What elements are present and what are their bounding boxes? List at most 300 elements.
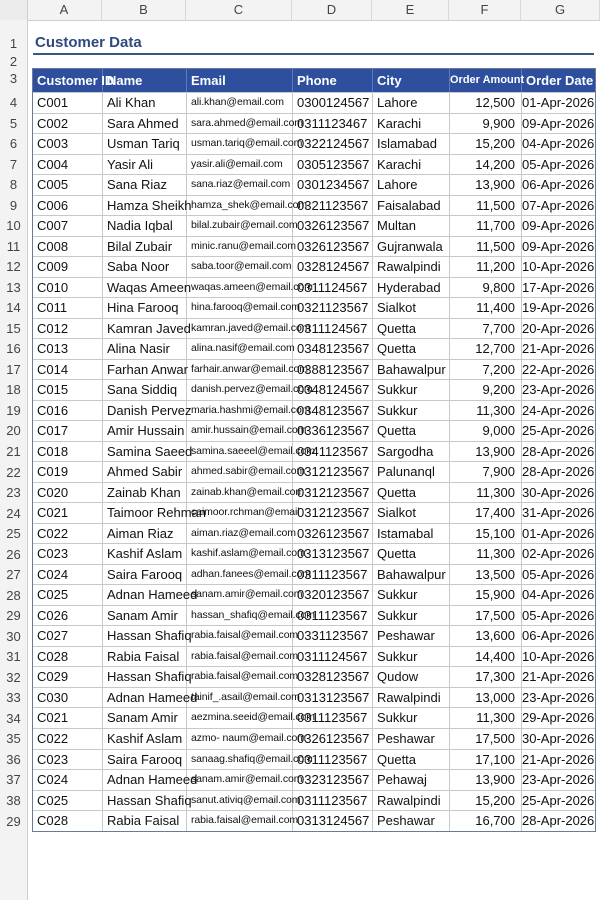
cell-id[interactable]: C009 bbox=[33, 257, 103, 277]
row-number[interactable]: 13 bbox=[6, 279, 21, 295]
cell-email[interactable]: ahmed.sabir@email.com bbox=[187, 462, 293, 482]
cell-phone[interactable]: 0301234567 bbox=[293, 175, 373, 195]
cell-phone[interactable]: 0331123567 bbox=[293, 626, 373, 646]
cell-id[interactable]: C003 bbox=[33, 134, 103, 154]
cell-amount[interactable]: 11,500 bbox=[450, 196, 522, 216]
cell-id[interactable]: C002 bbox=[33, 114, 103, 134]
cell-id[interactable]: C015 bbox=[33, 380, 103, 400]
row-number[interactable]: 4 bbox=[9, 95, 18, 110]
header-order-amount[interactable]: Order Amount bbox=[450, 69, 522, 92]
cell-email[interactable]: farhair.anwar@email.com bbox=[187, 360, 293, 380]
cell-city[interactable]: Karachi bbox=[373, 155, 450, 175]
cell-email[interactable]: danish.pervez@email.com bbox=[187, 380, 293, 400]
cell-amount[interactable]: 13,900 bbox=[450, 175, 522, 195]
cell-city[interactable]: Sukkur bbox=[373, 401, 450, 421]
cell-email[interactable]: maria.hashmi@email.com bbox=[187, 401, 293, 421]
cell-id[interactable]: C019 bbox=[33, 462, 103, 482]
header-order-date[interactable]: Order Date bbox=[526, 73, 594, 88]
cell-email[interactable]: azmo- naum@email.com bbox=[187, 729, 293, 749]
cell-city[interactable]: Rawalpindi bbox=[373, 791, 450, 811]
cell-phone[interactable]: 0323123567 bbox=[293, 770, 373, 790]
cell-email[interactable]: sanam.amir@email.com bbox=[187, 585, 293, 605]
cell-phone[interactable]: 0311123567 bbox=[293, 606, 373, 626]
cell-id[interactable]: C001 bbox=[33, 93, 103, 113]
cell-id[interactable]: C006 bbox=[33, 196, 103, 216]
cell-phone[interactable]: 0321123567 bbox=[293, 196, 373, 216]
cell-phone[interactable]: 0326123567 bbox=[293, 729, 373, 749]
cell-city[interactable]: Peshawar bbox=[373, 729, 450, 749]
row-number[interactable]: 1 bbox=[9, 36, 18, 51]
cell-id[interactable]: C008 bbox=[33, 237, 103, 257]
cell-name[interactable]: Sana Riaz bbox=[103, 175, 187, 195]
column-header-c[interactable]: C bbox=[186, 0, 292, 20]
row-number[interactable]: 36 bbox=[6, 751, 21, 767]
header-name[interactable]: Name bbox=[103, 69, 187, 92]
cell-name[interactable]: Saba Noor bbox=[103, 257, 187, 277]
cell-name[interactable]: Adnan Hameed bbox=[103, 585, 187, 605]
cell-email[interactable]: bilal.zubair@email.com bbox=[187, 216, 293, 236]
cell-amount[interactable]: 16,700 bbox=[450, 811, 522, 831]
cell-email[interactable]: rabia.faisal@email.com bbox=[187, 647, 293, 667]
cell-name[interactable]: Hassan Shafiq bbox=[103, 626, 187, 646]
cell-name[interactable]: Hassan Shafiq bbox=[103, 791, 187, 811]
cell-email[interactable]: adhan.fanees@email.com bbox=[187, 565, 293, 585]
cell-date[interactable]: 21-Apr-2026 bbox=[522, 751, 595, 767]
cell-id[interactable]: C023 bbox=[33, 544, 103, 564]
cell-amount[interactable]: 15,900 bbox=[450, 585, 522, 605]
cell-name[interactable]: Aiman Riaz bbox=[103, 524, 187, 544]
row-number[interactable]: 5 bbox=[9, 115, 18, 131]
cell-email[interactable]: kashif.aslam@email.com bbox=[187, 544, 293, 564]
cell-name[interactable]: Rabia Faisal bbox=[103, 811, 187, 831]
cell-city[interactable]: Sialkot bbox=[373, 503, 450, 523]
cell-amount[interactable]: 11,300 bbox=[450, 544, 522, 564]
cell-amount[interactable]: 11,300 bbox=[450, 401, 522, 421]
cell-date[interactable]: 05-Apr-2026 bbox=[522, 156, 595, 172]
cell-city[interactable]: Bahawalpur bbox=[373, 360, 450, 380]
cell-id[interactable]: C016 bbox=[33, 401, 103, 421]
cell-amount[interactable]: 15,200 bbox=[450, 134, 522, 154]
cell-city[interactable]: Pehawaj bbox=[373, 770, 450, 790]
cell-city[interactable]: Lahore bbox=[373, 175, 450, 195]
cell-email[interactable]: zainab.khan@email.com bbox=[187, 483, 293, 503]
row-number[interactable]: 34 bbox=[6, 710, 21, 726]
row-number[interactable]: 38 bbox=[6, 793, 21, 809]
row-number[interactable]: 29 bbox=[6, 608, 21, 624]
cell-email[interactable]: yasir.ali@email.com bbox=[187, 155, 293, 175]
cell-amount[interactable]: 13,600 bbox=[450, 626, 522, 646]
cell-name[interactable]: Hina Farooq bbox=[103, 298, 187, 318]
cell-email[interactable]: rabia.faisal@email.com bbox=[187, 667, 293, 687]
row-number[interactable]: 37 bbox=[6, 772, 21, 788]
cell-id[interactable]: C011 bbox=[33, 298, 103, 318]
cell-id[interactable]: C023 bbox=[33, 750, 103, 770]
row-number[interactable]: 8 bbox=[9, 177, 18, 193]
cell-id[interactable]: C025 bbox=[33, 585, 103, 605]
cell-email[interactable]: kamran.javed@email.com bbox=[187, 319, 293, 339]
cell-amount[interactable]: 15,200 bbox=[450, 791, 522, 811]
cell-city[interactable]: Gujranwala bbox=[373, 237, 450, 257]
cell-amount[interactable]: 13,000 bbox=[450, 688, 522, 708]
row-number[interactable]: 14 bbox=[6, 300, 21, 316]
header-email[interactable]: Email bbox=[187, 69, 293, 92]
cell-id[interactable]: C026 bbox=[33, 606, 103, 626]
cell-id[interactable]: C007 bbox=[33, 216, 103, 236]
cell-city[interactable]: Quetta bbox=[373, 319, 450, 339]
row-number[interactable]: 9 bbox=[9, 197, 18, 213]
cell-city[interactable]: Karachi bbox=[373, 114, 450, 134]
cell-date[interactable]: 09-Apr-2026 bbox=[522, 115, 595, 131]
cell-email[interactable]: hamza_shek@email.com bbox=[187, 196, 293, 216]
cell-date[interactable]: 23-Apr-2026 bbox=[522, 772, 595, 788]
cell-date[interactable]: 10-Apr-2026 bbox=[522, 648, 595, 664]
cell-phone[interactable]: 0300124567 bbox=[293, 93, 373, 113]
cell-email[interactable]: hassan_shafiq@email.com bbox=[187, 606, 293, 626]
cell-city[interactable]: Bahawalpur bbox=[373, 565, 450, 585]
cell-date[interactable]: 31-Apr-2026 bbox=[522, 505, 595, 521]
cell-amount[interactable]: 13,900 bbox=[450, 770, 522, 790]
cell-id[interactable]: C021 bbox=[33, 503, 103, 523]
cell-phone[interactable]: 0313123567 bbox=[293, 544, 373, 564]
row-number[interactable]: 7 bbox=[9, 156, 18, 172]
cell-name[interactable]: Danish Pervez bbox=[103, 401, 187, 421]
cell-name[interactable]: Taimoor Rehman bbox=[103, 503, 187, 523]
cell-city[interactable]: Multan bbox=[373, 216, 450, 236]
column-header-e[interactable]: E bbox=[372, 0, 449, 20]
row-number[interactable]: 27 bbox=[6, 567, 21, 583]
cell-phone[interactable]: 0311123567 bbox=[293, 708, 373, 728]
row-number[interactable]: 28 bbox=[6, 587, 21, 603]
header-phone[interactable]: Phone bbox=[293, 69, 373, 92]
cell-name[interactable]: Hamza Sheikh bbox=[103, 196, 187, 216]
cell-city[interactable]: Peshawar bbox=[373, 811, 450, 831]
cell-date[interactable]: 30-Apr-2026 bbox=[522, 484, 595, 500]
cell-email[interactable]: alina.nasif@email.com bbox=[187, 339, 293, 359]
cell-phone[interactable]: 0311123567 bbox=[293, 565, 373, 585]
cell-amount[interactable]: 9,200 bbox=[450, 380, 522, 400]
cell-date[interactable]: 23-Apr-2026 bbox=[522, 382, 595, 398]
cell-city[interactable]: Sukkur bbox=[373, 606, 450, 626]
row-number[interactable]: 18 bbox=[6, 382, 21, 398]
cell-phone[interactable]: 0326123567 bbox=[293, 524, 373, 544]
cell-amount[interactable]: 14,200 bbox=[450, 155, 522, 175]
cell-id[interactable]: C024 bbox=[33, 565, 103, 585]
cell-date[interactable]: 05-Apr-2026 bbox=[522, 566, 595, 582]
cell-city[interactable]: Quetta bbox=[373, 483, 450, 503]
row-number[interactable]: 21 bbox=[6, 444, 21, 459]
cell-date[interactable]: 09-Apr-2026 bbox=[522, 238, 595, 254]
column-header-b[interactable]: B bbox=[102, 0, 186, 20]
cell-phone[interactable]: 0321123567 bbox=[293, 298, 373, 318]
cell-id[interactable]: C024 bbox=[33, 770, 103, 790]
cell-date[interactable]: 04-Apr-2026 bbox=[522, 587, 595, 603]
row-number[interactable]: 10 bbox=[6, 218, 21, 234]
cell-email[interactable]: sara.ahmed@email.com bbox=[187, 114, 293, 134]
cell-amount[interactable]: 17,500 bbox=[450, 729, 522, 749]
cell-name[interactable]: Bilal Zubair bbox=[103, 237, 187, 257]
cell-phone[interactable]: 0312123567 bbox=[293, 483, 373, 503]
cell-email[interactable]: aiman.riaz@email.com bbox=[187, 524, 293, 544]
row-number[interactable]: 25 bbox=[6, 526, 21, 542]
column-header-f[interactable]: F bbox=[449, 0, 521, 20]
cell-phone[interactable]: 0311124567 bbox=[293, 647, 373, 667]
cell-city[interactable]: Palunanql bbox=[373, 462, 450, 482]
cell-id[interactable]: C028 bbox=[33, 647, 103, 667]
cell-amount[interactable]: 9,800 bbox=[450, 278, 522, 298]
column-header-a[interactable]: A bbox=[27, 0, 102, 20]
cell-name[interactable]: Kashif Aslam bbox=[103, 729, 187, 749]
cell-id[interactable]: C010 bbox=[33, 278, 103, 298]
cell-amount[interactable]: 9,000 bbox=[450, 421, 522, 441]
select-all-corner[interactable] bbox=[0, 0, 28, 20]
column-header-d[interactable]: D bbox=[292, 0, 372, 20]
cell-date[interactable]: 10-Apr-2026 bbox=[522, 259, 595, 275]
cell-city[interactable]: Quetta bbox=[373, 421, 450, 441]
cell-city[interactable]: Sialkot bbox=[373, 298, 450, 318]
cell-email[interactable]: aezmina.seeid@email.com bbox=[187, 708, 293, 728]
row-number[interactable]: 2 bbox=[9, 54, 18, 69]
cell-name[interactable]: Sanam Amir bbox=[103, 606, 187, 626]
row-number[interactable]: 15 bbox=[6, 320, 21, 336]
cell-city[interactable]: Peshawar bbox=[373, 626, 450, 646]
cell-city[interactable]: Faisalabad bbox=[373, 196, 450, 216]
cell-date[interactable]: 05-Apr-2026 bbox=[522, 607, 595, 623]
cell-date[interactable]: 28-Apr-2026 bbox=[522, 443, 595, 459]
cell-id[interactable]: C030 bbox=[33, 688, 103, 708]
cell-amount[interactable]: 11,200 bbox=[450, 257, 522, 277]
cell-email[interactable]: samina.saeeel@email.com bbox=[187, 442, 293, 462]
cell-amount[interactable]: 7,900 bbox=[450, 462, 522, 482]
cell-city[interactable]: Quetta bbox=[373, 339, 450, 359]
cell-id[interactable]: C018 bbox=[33, 442, 103, 462]
row-number[interactable]: 33 bbox=[6, 690, 21, 706]
cell-city[interactable]: Quetta bbox=[373, 750, 450, 770]
row-number[interactable]: 11 bbox=[6, 238, 21, 254]
cell-id[interactable]: C028 bbox=[33, 811, 103, 831]
cell-name[interactable]: Ali Khan bbox=[103, 93, 187, 113]
cell-amount[interactable]: 17,300 bbox=[450, 667, 522, 687]
cell-date[interactable]: 01-Apr-2026 bbox=[522, 95, 595, 110]
cell-date[interactable]: 25-Apr-2026 bbox=[522, 792, 595, 808]
cell-email[interactable]: saba.toor@email.com bbox=[187, 257, 293, 277]
cell-id[interactable]: C014 bbox=[33, 360, 103, 380]
cell-amount[interactable]: 11,400 bbox=[450, 298, 522, 318]
cell-amount[interactable]: 12,500 bbox=[450, 93, 522, 113]
header-customer-id[interactable]: Customer ID bbox=[33, 69, 103, 92]
cell-date[interactable]: 22-Apr-2026 bbox=[522, 361, 595, 377]
cell-id[interactable]: C017 bbox=[33, 421, 103, 441]
row-number[interactable]: 30 bbox=[6, 628, 21, 644]
cell-name[interactable]: Waqas Ameen bbox=[103, 278, 187, 298]
row-number[interactable]: 6 bbox=[9, 136, 18, 152]
cell-phone[interactable]: 0341123567 bbox=[293, 442, 373, 462]
cell-phone[interactable]: 0326123567 bbox=[293, 216, 373, 236]
cell-date[interactable]: 19-Apr-2026 bbox=[522, 300, 595, 316]
cell-amount[interactable]: 14,400 bbox=[450, 647, 522, 667]
cell-amount[interactable]: 17,500 bbox=[450, 606, 522, 626]
cell-email[interactable]: amir.hussain@email.com bbox=[187, 421, 293, 441]
cell-name[interactable]: Saira Farooq bbox=[103, 565, 187, 585]
cell-phone[interactable]: 0311123567 bbox=[293, 750, 373, 770]
header-city[interactable]: City bbox=[373, 69, 450, 92]
cell-amount[interactable]: 7,700 bbox=[450, 319, 522, 339]
cell-name[interactable]: Sana Siddiq bbox=[103, 380, 187, 400]
cell-email[interactable]: ali.khan@email.com bbox=[187, 93, 293, 113]
row-number[interactable]: 3 bbox=[9, 71, 18, 86]
cell-phone[interactable]: 0348124567 bbox=[293, 380, 373, 400]
cell-date[interactable]: 21-Apr-2026 bbox=[522, 341, 595, 357]
cell-amount[interactable]: 12,700 bbox=[450, 339, 522, 359]
cell-city[interactable]: Sargodha bbox=[373, 442, 450, 462]
row-number[interactable]: 12 bbox=[6, 259, 21, 275]
cell-email[interactable]: usman.tariq@email.com bbox=[187, 134, 293, 154]
cell-amount[interactable]: 13,900 bbox=[450, 442, 522, 462]
cell-city[interactable]: Rawalpindi bbox=[373, 688, 450, 708]
cell-city[interactable]: Islamabad bbox=[373, 134, 450, 154]
cell-name[interactable]: Ahmed Sabir bbox=[103, 462, 187, 482]
cell-city[interactable]: Istamabal bbox=[373, 524, 450, 544]
row-number[interactable]: 16 bbox=[6, 341, 21, 357]
cell-id[interactable]: C004 bbox=[33, 155, 103, 175]
cell-city[interactable]: Sukkur bbox=[373, 647, 450, 667]
cell-amount[interactable]: 11,500 bbox=[450, 237, 522, 257]
cell-email[interactable]: sanaag.shafiq@email.com bbox=[187, 750, 293, 770]
cell-date[interactable]: 25-Apr-2026 bbox=[522, 423, 595, 439]
cell-name[interactable]: Amir Hussain bbox=[103, 421, 187, 441]
cell-phone[interactable]: 0320123567 bbox=[293, 585, 373, 605]
cell-date[interactable]: 23-Apr-2026 bbox=[522, 689, 595, 705]
cell-city[interactable]: Qudow bbox=[373, 667, 450, 687]
cell-date[interactable]: 04-Apr-2026 bbox=[522, 136, 595, 152]
cell-phone[interactable]: 0305123567 bbox=[293, 155, 373, 175]
cell-email[interactable]: rabia.faisal@email.com bbox=[187, 626, 293, 646]
row-number[interactable]: 24 bbox=[6, 505, 21, 521]
cell-id[interactable]: C022 bbox=[33, 524, 103, 544]
cell-name[interactable]: Hassan Shafiq bbox=[103, 667, 187, 687]
cell-id[interactable]: C022 bbox=[33, 729, 103, 749]
cell-date[interactable]: 09-Apr-2026 bbox=[522, 218, 595, 234]
cell-name[interactable]: Saira Farooq bbox=[103, 750, 187, 770]
cell-email[interactable]: caimoor.rchman@email bbox=[187, 503, 293, 523]
cell-email[interactable]: sana.riaz@email.com bbox=[187, 175, 293, 195]
cell-phone[interactable]: 0313124567 bbox=[293, 811, 373, 831]
cell-email[interactable]: sanut.ativiq@email.com bbox=[187, 791, 293, 811]
cell-name[interactable]: Kamran Javed bbox=[103, 319, 187, 339]
cell-phone[interactable]: 0312123567 bbox=[293, 503, 373, 523]
cell-phone[interactable]: 0311124567 bbox=[293, 319, 373, 339]
cell-city[interactable]: Rawalpindi bbox=[373, 257, 450, 277]
cell-email[interactable]: rabia.faisal@email.com bbox=[187, 811, 293, 831]
cell-email[interactable]: sanam.amir@email.com bbox=[187, 770, 293, 790]
cell-name[interactable]: Sanam Amir bbox=[103, 708, 187, 728]
cell-name[interactable]: Sara Ahmed bbox=[103, 114, 187, 134]
cell-date[interactable]: 30-Apr-2026 bbox=[522, 730, 595, 746]
cell-amount[interactable]: 11,300 bbox=[450, 708, 522, 728]
cell-date[interactable]: 17-Apr-2026 bbox=[522, 279, 595, 295]
cell-amount[interactable]: 11,700 bbox=[450, 216, 522, 236]
cell-city[interactable]: Sukkur bbox=[373, 380, 450, 400]
cell-name[interactable]: Usman Tariq bbox=[103, 134, 187, 154]
cell-date[interactable]: 20-Apr-2026 bbox=[522, 320, 595, 336]
cell-city[interactable]: Sukkur bbox=[373, 585, 450, 605]
cell-amount[interactable]: 7,200 bbox=[450, 360, 522, 380]
cell-amount[interactable]: 15,100 bbox=[450, 524, 522, 544]
cell-phone[interactable]: 0336123567 bbox=[293, 421, 373, 441]
cell-date[interactable]: 28-Apr-2026 bbox=[522, 813, 595, 829]
cell-date[interactable]: 02-Apr-2026 bbox=[522, 546, 595, 562]
cell-phone[interactable]: 0311123567 bbox=[293, 791, 373, 811]
cell-phone[interactable]: 0348123567 bbox=[293, 401, 373, 421]
cell-phone[interactable]: 0388123567 bbox=[293, 360, 373, 380]
cell-id[interactable]: C013 bbox=[33, 339, 103, 359]
cell-phone[interactable]: 0313123567 bbox=[293, 688, 373, 708]
cell-name[interactable]: Adnan Hameed bbox=[103, 688, 187, 708]
cell-name[interactable]: Kashif Aslam bbox=[103, 544, 187, 564]
cell-name[interactable]: Samina Saeed bbox=[103, 442, 187, 462]
cell-name[interactable]: Yasir Ali bbox=[103, 155, 187, 175]
cell-date[interactable]: 21-Apr-2026 bbox=[522, 669, 595, 685]
cell-city[interactable]: Quetta bbox=[373, 544, 450, 564]
row-number[interactable]: 19 bbox=[6, 402, 21, 418]
cell-amount[interactable]: 13,500 bbox=[450, 565, 522, 585]
cell-id[interactable]: C021 bbox=[33, 708, 103, 728]
cell-amount[interactable]: 17,100 bbox=[450, 750, 522, 770]
cell-amount[interactable]: 9,900 bbox=[450, 114, 522, 134]
cell-name[interactable]: Alina Nasir bbox=[103, 339, 187, 359]
cell-name[interactable]: Farhan Anwar bbox=[103, 360, 187, 380]
cell-date[interactable]: 06-Apr-2026 bbox=[522, 628, 595, 644]
cell-date[interactable]: 07-Apr-2026 bbox=[522, 197, 595, 213]
cell-amount[interactable]: 17,400 bbox=[450, 503, 522, 523]
row-number[interactable]: 35 bbox=[6, 731, 21, 747]
row-number[interactable]: 31 bbox=[6, 649, 21, 665]
cell-date[interactable]: 28-Apr-2026 bbox=[522, 464, 595, 480]
cell-email[interactable]: minic.ranu@email.com bbox=[187, 237, 293, 257]
cell-id[interactable]: C027 bbox=[33, 626, 103, 646]
cell-phone[interactable]: 0326123567 bbox=[293, 237, 373, 257]
cell-date[interactable]: 24-Apr-2026 bbox=[522, 402, 595, 418]
cell-email[interactable]: waqas.ameen@email.com bbox=[187, 278, 293, 298]
cell-name[interactable]: Rabia Faisal bbox=[103, 647, 187, 667]
cell-id[interactable]: C005 bbox=[33, 175, 103, 195]
cell-name[interactable]: Adnan Hameed bbox=[103, 770, 187, 790]
cell-amount[interactable]: 11,300 bbox=[450, 483, 522, 503]
row-number[interactable]: 23 bbox=[6, 485, 21, 501]
cell-name[interactable]: Nadia Iqbal bbox=[103, 216, 187, 236]
cell-phone[interactable]: 0311123467 bbox=[293, 114, 373, 134]
column-header-g[interactable]: G bbox=[521, 0, 600, 20]
cell-city[interactable]: Hyderabad bbox=[373, 278, 450, 298]
cell-id[interactable]: C020 bbox=[33, 483, 103, 503]
row-number[interactable]: 22 bbox=[6, 464, 21, 480]
row-number[interactable]: 20 bbox=[6, 423, 21, 439]
cell-id[interactable]: C029 bbox=[33, 667, 103, 687]
cell-phone[interactable]: 0348123567 bbox=[293, 339, 373, 359]
row-number[interactable]: 26 bbox=[6, 546, 21, 562]
cell-name[interactable]: Zainab Khan bbox=[103, 483, 187, 503]
row-number[interactable]: 29 bbox=[6, 813, 21, 829]
row-number[interactable]: 17 bbox=[6, 361, 21, 377]
cell-phone[interactable]: 0312123567 bbox=[293, 462, 373, 482]
cell-email[interactable]: tainif_.asail@email.com bbox=[187, 688, 293, 708]
cell-date[interactable]: 06-Apr-2026 bbox=[522, 177, 595, 193]
row-number[interactable]: 32 bbox=[6, 669, 21, 685]
cell-date[interactable]: 29-Apr-2026 bbox=[522, 710, 595, 726]
cell-id[interactable]: C012 bbox=[33, 319, 103, 339]
cell-phone[interactable]: 0322124567 bbox=[293, 134, 373, 154]
cell-email[interactable]: hina.farooq@email.com bbox=[187, 298, 293, 318]
cell-city[interactable]: Lahore bbox=[373, 93, 450, 113]
